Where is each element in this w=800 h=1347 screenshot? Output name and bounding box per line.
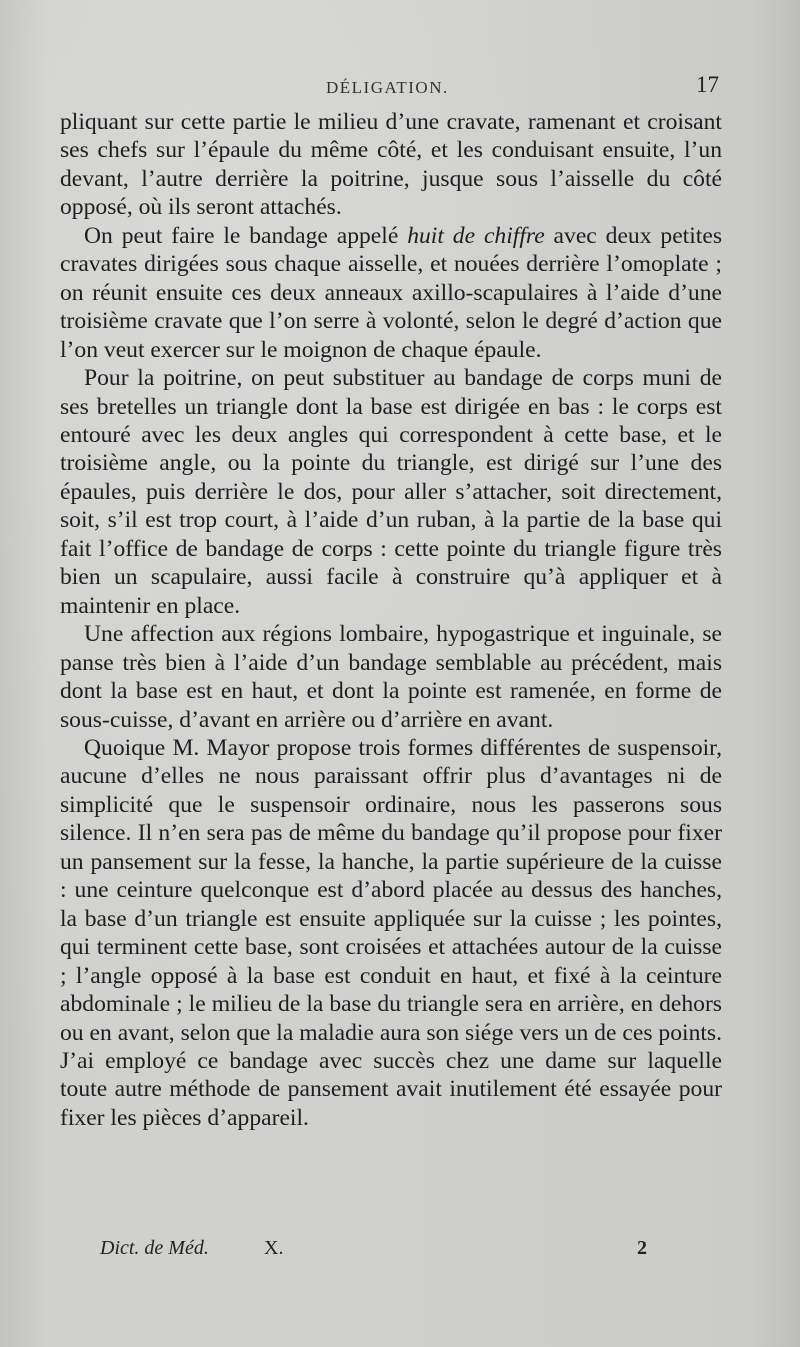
page-number: 17	[696, 72, 719, 97]
paragraph-4: Une affection aux régions lombaire, hypogastrique et inguinale, se panse très bien à l’aide d’un bandage semblable au précédent, mais dont la base est en haut, et dont la pointe est ramenée, en forme de sous-cuisse, d’avant en arrière ou d’arrière en avant.	[60, 621, 722, 733]
paragraph-2-start: On peut faire le bandage appelé	[84, 222, 408, 249]
volume-mark: X.	[264, 1237, 284, 1259]
sheet-number: 2	[637, 1237, 647, 1259]
paragraph-5: Quoique M. Mayor propose trois formes différentes de suspensoir, aucune d’elles ne nous paraissant offrir plus d’avantages ni de simplicité que le suspensoir ordinaire, nous les passerons sous silence. Il n’en sera pas de même du bandage qu’il propose pour fixer un pansement sur la fesse, la hanche, la partie supérieure de la cuisse : une ceinture quelconque est d’abord placée au dessus des hanches, la base d’un triangle est ensuite appliquée sur la cuisse ; les pointes, qui terminent cette base, sont croisées et attachées autour de la cuisse ; l’angle opposé à la base est conduit en haut, et fixé à la ceinture abdominale ; le milieu de la base du triangle sera en arrière, en dehors ou en avant, selon que la maladie aura son siége vers un de ces points. J’ai employé ce bandage avec succès chez une dame sur laquelle toute autre méthode de pansement avait inutilement été essayée pour fixer les pièces d’appareil.	[60, 734, 722, 1131]
paragraph-2-emphasis: huit de chiffre	[407, 222, 545, 249]
paragraph-1: pliquant sur cette partie le milieu d’une cravate, ramenant et croisant ses chefs sur l’épaule du même côté, et les conduisant ensuite, l’un devant, l’autre derrière la poitrine, jusque sous l’aisselle du côté opposé, où ils seront attachés.	[60, 109, 722, 221]
signature-mark: Dict. de Méd.	[100, 1237, 209, 1259]
paragraph-3: Pour la poitrine, on peut substituer au bandage de corps muni de ses bretelles un triangle dont la base est dirigée en bas : le corps est entouré avec les deux angles qui correspondent à cette base, et le troisième angle, ou la pointe du triangle, est dirigé sur l’une des épaules, puis derrière le dos, pour aller s’attacher, soit directement, soit, s’il est trop court, à l’aide d’un ruban, à la partie de la base qui fait l’office de bandage de corps : cette pointe du triangle figure très bien un scapulaire, aussi facile à construire qu’à appliquer et à maintenir en place.	[60, 365, 722, 619]
page-footer	[0, 1237, 800, 1267]
paragraph-2-end: avec deux petites cravates dirigées sous chaque aisselle, et nouées derrière l’omoplate ; on réunit ensuite ces deux anneaux axillo-scapulaires à l’aide d’une troisième cravate que l’on serre à volonté, selon le degré d’action que l’on veut exercer sur le moignon de chaque épaule.	[60, 222, 723, 363]
page-header	[0, 72, 800, 106]
running-title: DÉLIGATION.	[326, 78, 449, 97]
paragraph-2	[60, 222, 722, 364]
body-text	[60, 108, 722, 1132]
